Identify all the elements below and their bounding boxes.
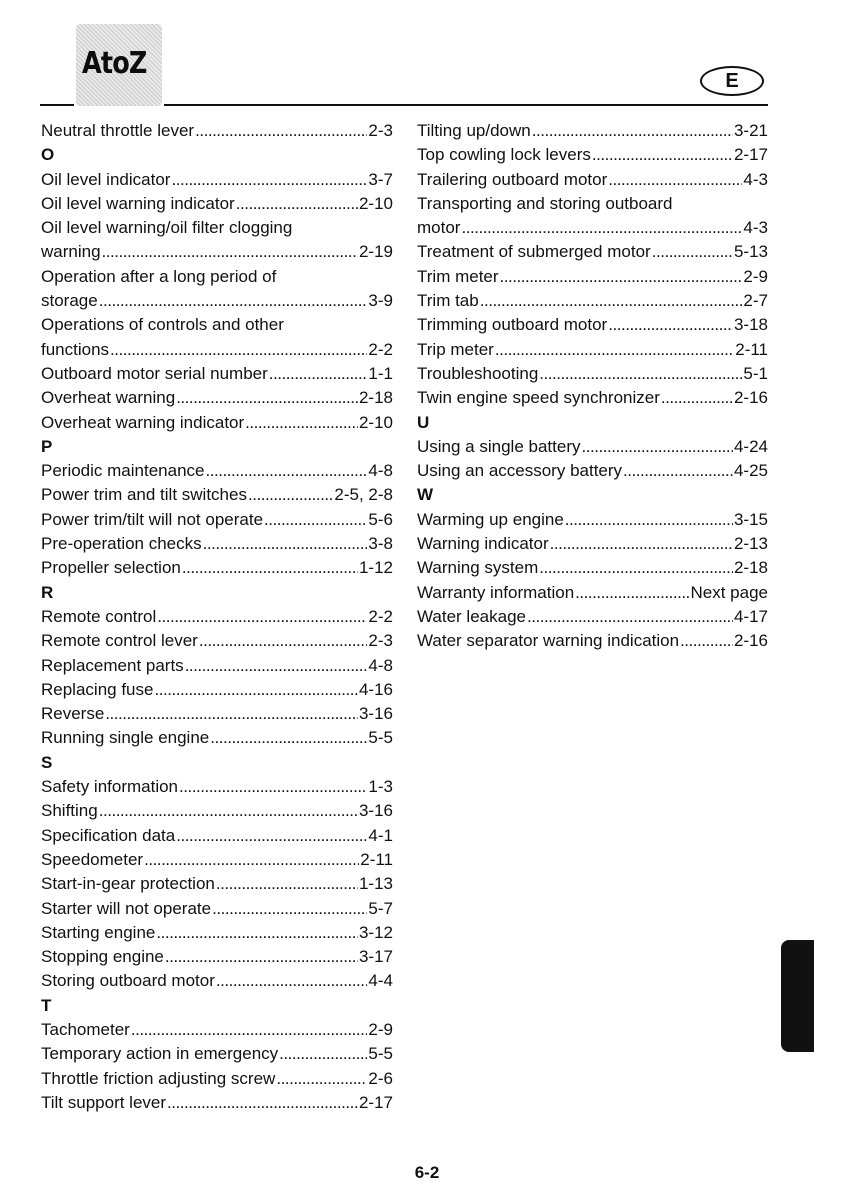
index-entry-text: Trip meter: [417, 339, 494, 359]
index-entry-text: Warranty information: [417, 582, 575, 602]
section-letter: T: [41, 995, 52, 1015]
index-entry: [41, 556, 393, 580]
index-entry-text: Oil level warning indicator: [41, 193, 235, 213]
index-entry: [41, 119, 393, 143]
dot-leader: [131, 1018, 368, 1042]
dot-leader: [210, 726, 367, 750]
index-entry-page: 3-12: [358, 922, 393, 942]
index-entry: [417, 119, 768, 143]
index-entry-text: functions: [41, 339, 110, 359]
section-letter: S: [41, 752, 53, 772]
index-entry-text: Specification data: [41, 825, 176, 845]
index-entry-text: Transporting and storing outboard: [417, 193, 673, 213]
index-entry: [41, 848, 393, 872]
index-entry-text: Shifting: [41, 801, 98, 821]
index-entry-page: 4-8: [368, 461, 393, 481]
index-entry-text: Stopping engine: [41, 947, 164, 967]
index-entry-page: 2-13: [733, 534, 768, 554]
dot-leader: [212, 897, 367, 921]
index-entry-page: 1-13: [358, 874, 393, 894]
dot-leader: [171, 168, 367, 192]
dot-leader: [276, 1067, 367, 1091]
index-entry: [41, 799, 393, 823]
index-entry-text: Operations of controls and other: [41, 315, 284, 335]
index-entry-text: Running single engine: [41, 728, 210, 748]
index-entry-text: Remote control lever: [41, 631, 198, 651]
dot-leader: [608, 168, 742, 192]
index-entry-text: Safety information: [41, 777, 179, 797]
index-entry-page: 1-1: [368, 363, 393, 383]
index-entry-text: Power trim/tilt will not operate: [41, 509, 264, 529]
index-entry-text: Outboard motor serial number: [41, 363, 268, 383]
dot-leader: [185, 654, 368, 678]
dot-leader: [575, 581, 689, 605]
dot-leader: [165, 945, 358, 969]
dot-leader: [105, 702, 358, 726]
index-entry-text: Twin engine speed synchronizer: [417, 388, 660, 408]
index-entry: [417, 629, 768, 653]
index-entry: [41, 240, 393, 264]
section-letter: R: [41, 582, 54, 602]
index-entry-page: 1-3: [368, 777, 393, 797]
index-entry: [417, 265, 768, 289]
index-entry: [417, 581, 768, 605]
index-entry-page: 2-6: [368, 1068, 393, 1088]
index-entry: [417, 216, 768, 240]
section-letter: O: [41, 145, 55, 165]
index-entry: [41, 824, 393, 848]
index-entry: [41, 775, 393, 799]
index-entry-text: Tachometer: [41, 1019, 130, 1039]
dot-leader: [269, 362, 368, 386]
index-entry-text: Remote control: [41, 606, 157, 626]
index-entry-page: 2-10: [358, 193, 393, 213]
dot-leader: [99, 799, 358, 823]
index-entry-page: 2-2: [368, 606, 393, 626]
index-entry: [41, 605, 393, 629]
dot-leader: [527, 605, 733, 629]
index-entry-page: 2-5, 2-8: [334, 485, 393, 505]
index-entry-page: 4-1: [368, 825, 393, 845]
index-entry-page: Next page: [690, 582, 768, 602]
index-entry: [41, 945, 393, 969]
index-entry: [41, 872, 393, 896]
index-entry: [41, 969, 393, 993]
dot-leader: [216, 969, 368, 993]
dot-leader: [279, 1042, 367, 1066]
index-entry-text: Trimming outboard motor: [417, 315, 608, 335]
index-entry-text: motor: [417, 218, 461, 238]
index-entry-page: 3-16: [358, 801, 393, 821]
page-number: 6-2: [414, 1163, 440, 1182]
dot-leader: [157, 605, 367, 629]
index-entry-page: 5-6: [368, 509, 393, 529]
dot-leader: [199, 629, 368, 653]
index-entry-text: Using an accessory battery: [417, 461, 623, 481]
index-entry-text: Operation after a long period of: [41, 266, 277, 286]
dot-leader: [592, 143, 733, 167]
dot-leader: [179, 775, 367, 799]
index-entry-page: 3-7: [368, 169, 393, 189]
index-entry: [41, 897, 393, 921]
index-entry-text: Replacement parts: [41, 655, 184, 675]
index-entry-text: Oil level indicator: [41, 169, 171, 189]
index-entry-text: Top cowling lock levers: [417, 145, 591, 165]
index-entry-page: 2-17: [358, 1092, 393, 1112]
dot-leader: [99, 289, 368, 313]
index-entry: [417, 508, 768, 532]
index-entry-text: Water leakage: [417, 606, 526, 626]
dot-leader: [216, 872, 358, 896]
index-entry-text: Power trim and tilt switches: [41, 485, 247, 505]
index-entry-text: Warning system: [417, 558, 539, 578]
index-entry-text: Tilt support lever: [41, 1092, 167, 1112]
index-entry-page: 2-9: [368, 1019, 393, 1039]
index-column-left: [41, 119, 393, 1115]
index-entry-page: 4-8: [368, 655, 393, 675]
index-entry: [41, 192, 393, 216]
dot-leader: [661, 386, 733, 410]
index-entry: [41, 1018, 393, 1042]
index-entry-page: 4-3: [743, 169, 768, 189]
index-entry-text: Trim meter: [417, 266, 499, 286]
index-entry-page: 2-18: [358, 388, 393, 408]
dot-leader: [110, 338, 367, 362]
index-entry-text: Propeller selection: [41, 558, 181, 578]
logo-text: AtoZ: [82, 46, 147, 81]
index-entry-page: 2-19: [358, 242, 393, 262]
index-entry: [41, 508, 393, 532]
index-entry-page: 4-17: [733, 606, 768, 626]
index-entry-page: 2-16: [733, 388, 768, 408]
index-entry: [41, 386, 393, 410]
index-entry: [41, 289, 393, 313]
index-entry-page: 2-11: [735, 339, 768, 359]
index-entry-text: Temporary action in emergency: [41, 1044, 279, 1064]
index-entry: [417, 240, 768, 264]
index-entry-text: Troubleshooting: [417, 363, 539, 383]
index-entry-text: Reverse: [41, 704, 105, 724]
dot-leader: [500, 265, 743, 289]
index-entry-page: 2-17: [733, 145, 768, 165]
dot-leader: [581, 435, 732, 459]
index-entry-page: 2-2: [368, 339, 393, 359]
index-entry: [41, 702, 393, 726]
dot-leader: [195, 119, 367, 143]
index-entry-text: Periodic maintenance: [41, 461, 205, 481]
index-entry: [41, 678, 393, 702]
index-entry: [41, 532, 393, 556]
dot-leader: [176, 386, 358, 410]
dot-leader: [539, 556, 733, 580]
language-badge: E: [700, 66, 764, 96]
index-entry-page: 3-8: [368, 534, 393, 554]
dot-leader: [144, 848, 359, 872]
header-rule-left: [40, 104, 74, 106]
index-entry-page: 2-9: [743, 266, 768, 286]
index-entry: [417, 532, 768, 556]
dot-leader: [532, 119, 733, 143]
index-entry-page: 2-10: [358, 412, 393, 432]
index-entry-text: Using a single battery: [417, 436, 581, 456]
index-entry-page: 2-3: [368, 121, 393, 140]
index-entry-page: 4-16: [358, 679, 393, 699]
index-entry: [41, 726, 393, 750]
index-entry: [41, 1042, 393, 1066]
index-entry: [417, 605, 768, 629]
index-entry-text: storage: [41, 291, 98, 311]
dot-leader: [245, 411, 358, 435]
index-entry: [41, 459, 393, 483]
index-entry-text: Tilting up/down: [417, 121, 531, 140]
index-entry-page: 5-5: [368, 1044, 393, 1064]
index-entry-page: 3-21: [733, 121, 768, 140]
index-entry-page: 5-1: [743, 363, 768, 383]
index-entry-page: 3-16: [358, 704, 393, 724]
index-entry-text: Trim tab: [417, 291, 479, 311]
index-entry: [417, 313, 768, 337]
index-entry-text: Warming up engine: [417, 509, 564, 529]
dot-leader: [550, 532, 733, 556]
dot-leader: [156, 921, 358, 945]
index-entry-text: Storing outboard motor: [41, 971, 215, 991]
index-entry-page: 2-16: [733, 631, 768, 651]
dot-leader: [248, 483, 333, 507]
index-entry-text: Throttle friction adjusting screw: [41, 1068, 276, 1088]
dot-leader: [680, 629, 733, 653]
index-entry: [41, 921, 393, 945]
index-entry-page: 4-4: [368, 971, 393, 991]
dot-leader: [565, 508, 733, 532]
index-entry-text: Speedometer: [41, 849, 144, 869]
index-entry: [417, 168, 768, 192]
dot-leader: [539, 362, 742, 386]
index-entry: [41, 654, 393, 678]
index-entry-text: Pre-operation checks: [41, 534, 202, 554]
dot-leader: [480, 289, 743, 313]
section-letter: P: [41, 436, 53, 456]
index-entry: [41, 1091, 393, 1115]
dot-leader: [623, 459, 733, 483]
dot-leader: [652, 240, 733, 264]
index-entry-text: warning: [41, 242, 101, 262]
index-entry-page: 2-3: [368, 631, 393, 651]
index-entry-page: 5-7: [368, 898, 393, 918]
index-entry: [417, 143, 768, 167]
index-entry-text: Warning indicator: [417, 534, 549, 554]
dot-leader: [236, 192, 358, 216]
index-entry-page: 5-5: [368, 728, 393, 748]
index-entry-page: 4-3: [743, 218, 768, 238]
index-entry-text: Starting engine: [41, 922, 156, 942]
index-entry: [417, 556, 768, 580]
index-entry-page: 3-18: [733, 315, 768, 335]
index-entry-text: Neutral throttle lever: [41, 121, 195, 140]
dot-leader: [608, 313, 733, 337]
atoz-logo: [76, 24, 162, 106]
index-entry-text: Oil level warning/oil filter clogging: [41, 218, 293, 238]
dot-leader: [182, 556, 358, 580]
index-entry: [417, 435, 768, 459]
index-entry: [41, 168, 393, 192]
dot-leader: [176, 824, 367, 848]
index-entry-page: 3-15: [733, 509, 768, 529]
index-entry-page: 4-25: [733, 461, 768, 481]
chapter-tab: [781, 940, 814, 1052]
index-column-right: [417, 119, 768, 654]
index-entry-page: 1-12: [358, 558, 393, 578]
dot-leader: [205, 459, 367, 483]
index-entry: [41, 338, 393, 362]
index-entry: [417, 289, 768, 313]
dot-leader: [203, 532, 368, 556]
index-entry: [41, 1067, 393, 1091]
dot-leader: [154, 678, 358, 702]
index-entry-text: Water separator warning indication: [417, 631, 680, 651]
index-entry-page: 3-17: [358, 947, 393, 967]
index-entry: [417, 338, 768, 362]
index-entry-page: 5-13: [733, 242, 768, 262]
index-entry-page: 2-7: [743, 291, 768, 311]
index-entry-text: Treatment of submerged motor: [417, 242, 651, 262]
index-entry-text: Overheat warning: [41, 388, 176, 408]
dot-leader: [264, 508, 367, 532]
dot-leader: [461, 216, 742, 240]
index-entry-text: Start-in-gear protection: [41, 874, 215, 894]
index-entry-text: Starter will not operate: [41, 898, 212, 918]
index-entry-text: Replacing fuse: [41, 679, 154, 699]
dot-leader: [102, 240, 358, 264]
dot-leader: [495, 338, 734, 362]
index-entry: [41, 362, 393, 386]
index-entry: [41, 629, 393, 653]
index-entry-page: 3-9: [368, 291, 393, 311]
index-entry: [417, 362, 768, 386]
dot-leader: [167, 1091, 358, 1115]
index-entry-page: 2-11: [360, 849, 393, 869]
index-entry-text: Overheat warning indicator: [41, 412, 245, 432]
index-entry: [417, 459, 768, 483]
index-entry: [41, 411, 393, 435]
index-entry-text: Trailering outboard motor: [417, 169, 608, 189]
index-entry-page: 2-18: [733, 558, 768, 578]
header-rule-right: [164, 104, 768, 106]
index-entry-page: 4-24: [733, 436, 768, 456]
index-entry: [417, 386, 768, 410]
index-entry: [41, 483, 393, 507]
section-letter: W: [417, 485, 434, 505]
section-letter: U: [417, 412, 430, 432]
